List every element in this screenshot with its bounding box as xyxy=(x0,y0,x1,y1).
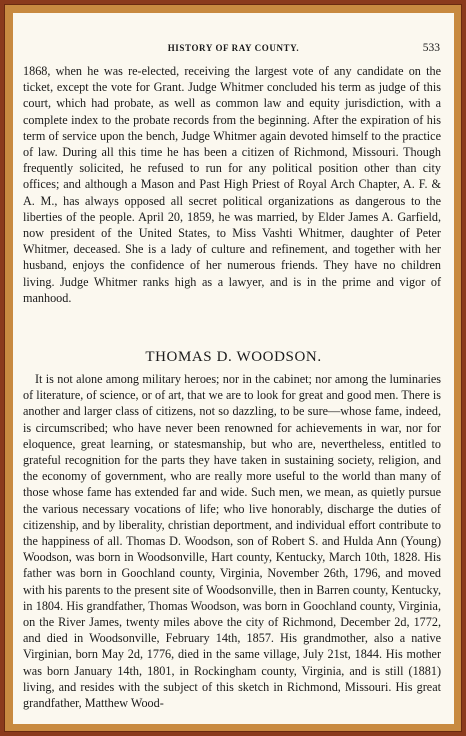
section-heading: THOMAS D. WOODSON. xyxy=(145,349,322,365)
book-page xyxy=(13,13,454,724)
page-border-frame xyxy=(4,4,462,732)
page-number: 533 xyxy=(422,42,440,54)
paragraph-whitmer-continued: 1868, when he was re-elected, receiving the largest vote of any candidate on the ticket, except the vote for Grant. Judge Whitmer concluded his term as judge of this court, which had probate, as well as common law and equity jurisdiction, with a complete index to the probate records from the beginning. After the expiration of his term of service upon the bench, Judge Whitmer again devoted himself to the practice of law. During all this time he has been a citizen of Richmond, Missouri. Though frequently solicited, he refused to run for any political position other than city offices; and although a Mason and Past High Priest of Royal Arch Chapter, A. F. & A. M., has always opposed all secret political organizations as dangerous to the liberties of the people. April 20, 1859, he was married, by Elder James A. Garfield, now president of the United States, to Miss Vashti Whitmer, daughter of Peter Whitmer, deceased. She is a lady of culture and refinement, and together with her husband, enjoys the confidence of her numerous friends. They have no children living. Judge Whitmer ranks high as a lawyer, and is in the prime and vigor of manhood. xyxy=(23,64,441,305)
running-head xyxy=(13,43,454,57)
paragraph-woodson-biography: It is not alone among military heroes; nor in the cabinet; nor among the luminaries of literature, of science, or of art, that we are to look for great and good men. There is another and larger class of citizens, not so dazzling, to be sure—whose fame, indeed, is circumscribed; who have never been renowned for achievements in war, nor for eloquence, great learning, or statesmanship, but who are, nevertheless, entitled to grateful recognition for the parts they have taken in sustaining society, religion, and the economy of government, who are really more useful to the world than many of those whose fame has extended far and wide. Such men, we mean, as quietly pursue the various necessary vocations of life; who live honorably, discharge the duties of citizenship, and by liberality, christian deportment, and individual effort contribute to the happiness of all. Thomas D. Woodson, son of Robert S. and Hulda Ann (Young) Woodson, was born in Woodsonville, Hart county, Kentucky, March 10th, 1828. His father was born in Goochland county, Virginia, November 26th, 1796, and moved with his parents to the present site of Woodsonville, then in Barren county, Kentucky, in 1804. His grandfather, Thomas Woodson, was born in Goochland county, Virginia, on the River James, twenty miles above the city of Richmond, December 2d, 1772, and died in Woodsonville, February 14th, 1857. His grandmother, also a native Virginian, born May 2d, 1776, died in the same village, July 21st, 1844. His mother was born January 14th, 1801, in Rockingham county, Virginia, and is still (1881) living, and resides with the subject of this sketch in Richmond, Missouri. His great grandfather, Matthew Wood- xyxy=(23,372,441,711)
running-title: HISTORY OF RAY COUNTY. xyxy=(167,43,300,53)
